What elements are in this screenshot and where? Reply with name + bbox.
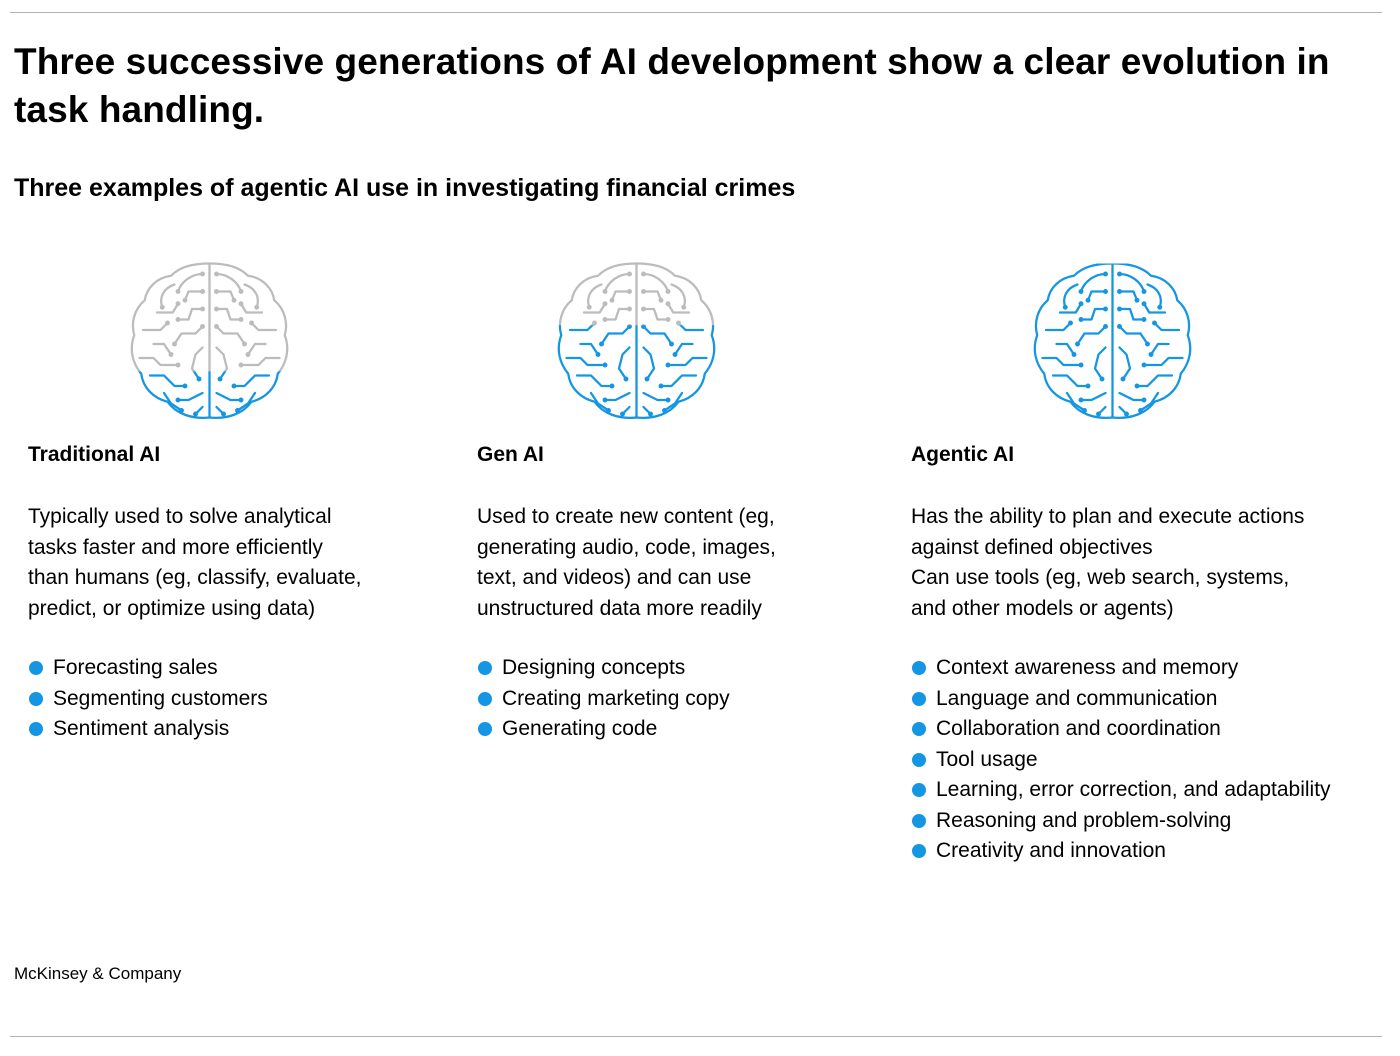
list-item: [911, 806, 1331, 837]
brain-blue-part: [1035, 264, 1190, 418]
bullet-dot-icon: [912, 722, 926, 736]
bullet-dot-icon: [29, 722, 43, 736]
column-description: [477, 502, 776, 624]
bullet-dot-icon: [912, 661, 926, 675]
column-heading: Traditional AI: [28, 443, 161, 466]
list-item: [477, 653, 730, 684]
list-item: [911, 775, 1331, 806]
list-item: [911, 836, 1331, 867]
list-item-label: Creativity and innovation: [936, 839, 1166, 862]
column-description: [28, 502, 361, 624]
bullet-dot-icon: [912, 692, 926, 706]
brand-footer: McKinsey & Company: [14, 964, 182, 983]
list-item-label: Segmenting customers: [53, 686, 268, 710]
column-heading: Agentic AI: [911, 443, 1015, 466]
bullet-dot-icon: [912, 844, 926, 858]
examples-list: [28, 653, 268, 745]
description-line: tasks faster and more efficiently: [28, 535, 323, 559]
list-item-label: Generating code: [502, 717, 658, 740]
bullet-dot-icon: [478, 661, 492, 675]
list-item-label: Tool usage: [936, 747, 1038, 771]
top-divider: [10, 12, 1382, 13]
list-item-label: Forecasting sales: [53, 656, 218, 679]
list-item-label: Learning, error correction, and adaptability: [936, 778, 1331, 801]
list-item: [28, 653, 268, 684]
description-line: Can use tools (eg, web search, systems,: [911, 566, 1290, 589]
list-item: [477, 684, 730, 715]
list-item: [477, 714, 730, 745]
list-item: [911, 714, 1331, 745]
list-item-label: Reasoning and problem-solving: [936, 808, 1232, 832]
list-item: [28, 684, 268, 715]
column-description: [911, 502, 1304, 624]
bullet-dot-icon: [912, 783, 926, 797]
bullet-dot-icon: [478, 722, 492, 736]
brain-full-blue-icon: [1025, 253, 1200, 428]
description-line: than humans (eg, classify, evaluate,: [28, 566, 362, 589]
list-item-label: Language and communication: [936, 686, 1218, 710]
description-line: Has the ability to plan and execute actions: [911, 505, 1305, 528]
list-item: [911, 745, 1331, 776]
list-item-label: Collaboration and coordination: [936, 717, 1221, 740]
brain-mostly-gray-icon: [122, 253, 297, 428]
list-item: [911, 684, 1331, 715]
description-line: Typically used to solve analytical: [28, 505, 332, 528]
examples-list: [477, 653, 730, 745]
bullet-dot-icon: [912, 753, 926, 767]
list-item-label: Context awareness and memory: [936, 656, 1239, 679]
list-item: [28, 714, 268, 745]
list-item-label: Sentiment analysis: [53, 717, 230, 740]
description-line: predict, or optimize using data): [28, 596, 316, 620]
description-line: unstructured data more readily: [477, 596, 762, 620]
list-item-label: Designing concepts: [502, 656, 686, 679]
examples-list: [911, 653, 1331, 867]
bullet-dot-icon: [29, 661, 43, 675]
page-title: Three successive generations of AI development show a clear evolution in task handling.: [14, 41, 1330, 130]
bullet-dot-icon: [912, 814, 926, 828]
description-line: text, and videos) and can use: [477, 566, 752, 589]
bottom-divider: [10, 1036, 1382, 1037]
description-line: and other models or agents): [911, 596, 1174, 620]
bullet-dot-icon: [478, 692, 492, 706]
description-line: Used to create new content (eg,: [477, 505, 775, 528]
bullet-dot-icon: [29, 692, 43, 706]
list-item: [911, 653, 1331, 684]
column-heading: Gen AI: [477, 443, 544, 466]
page-subtitle: Three examples of agentic AI use in investigating financial crimes: [14, 174, 796, 202]
description-line: against defined objectives: [911, 535, 1153, 559]
description-line: generating audio, code, images,: [477, 535, 776, 559]
list-item-label: Creating marketing copy: [502, 686, 730, 710]
brain-half-blue-icon: [549, 253, 724, 428]
